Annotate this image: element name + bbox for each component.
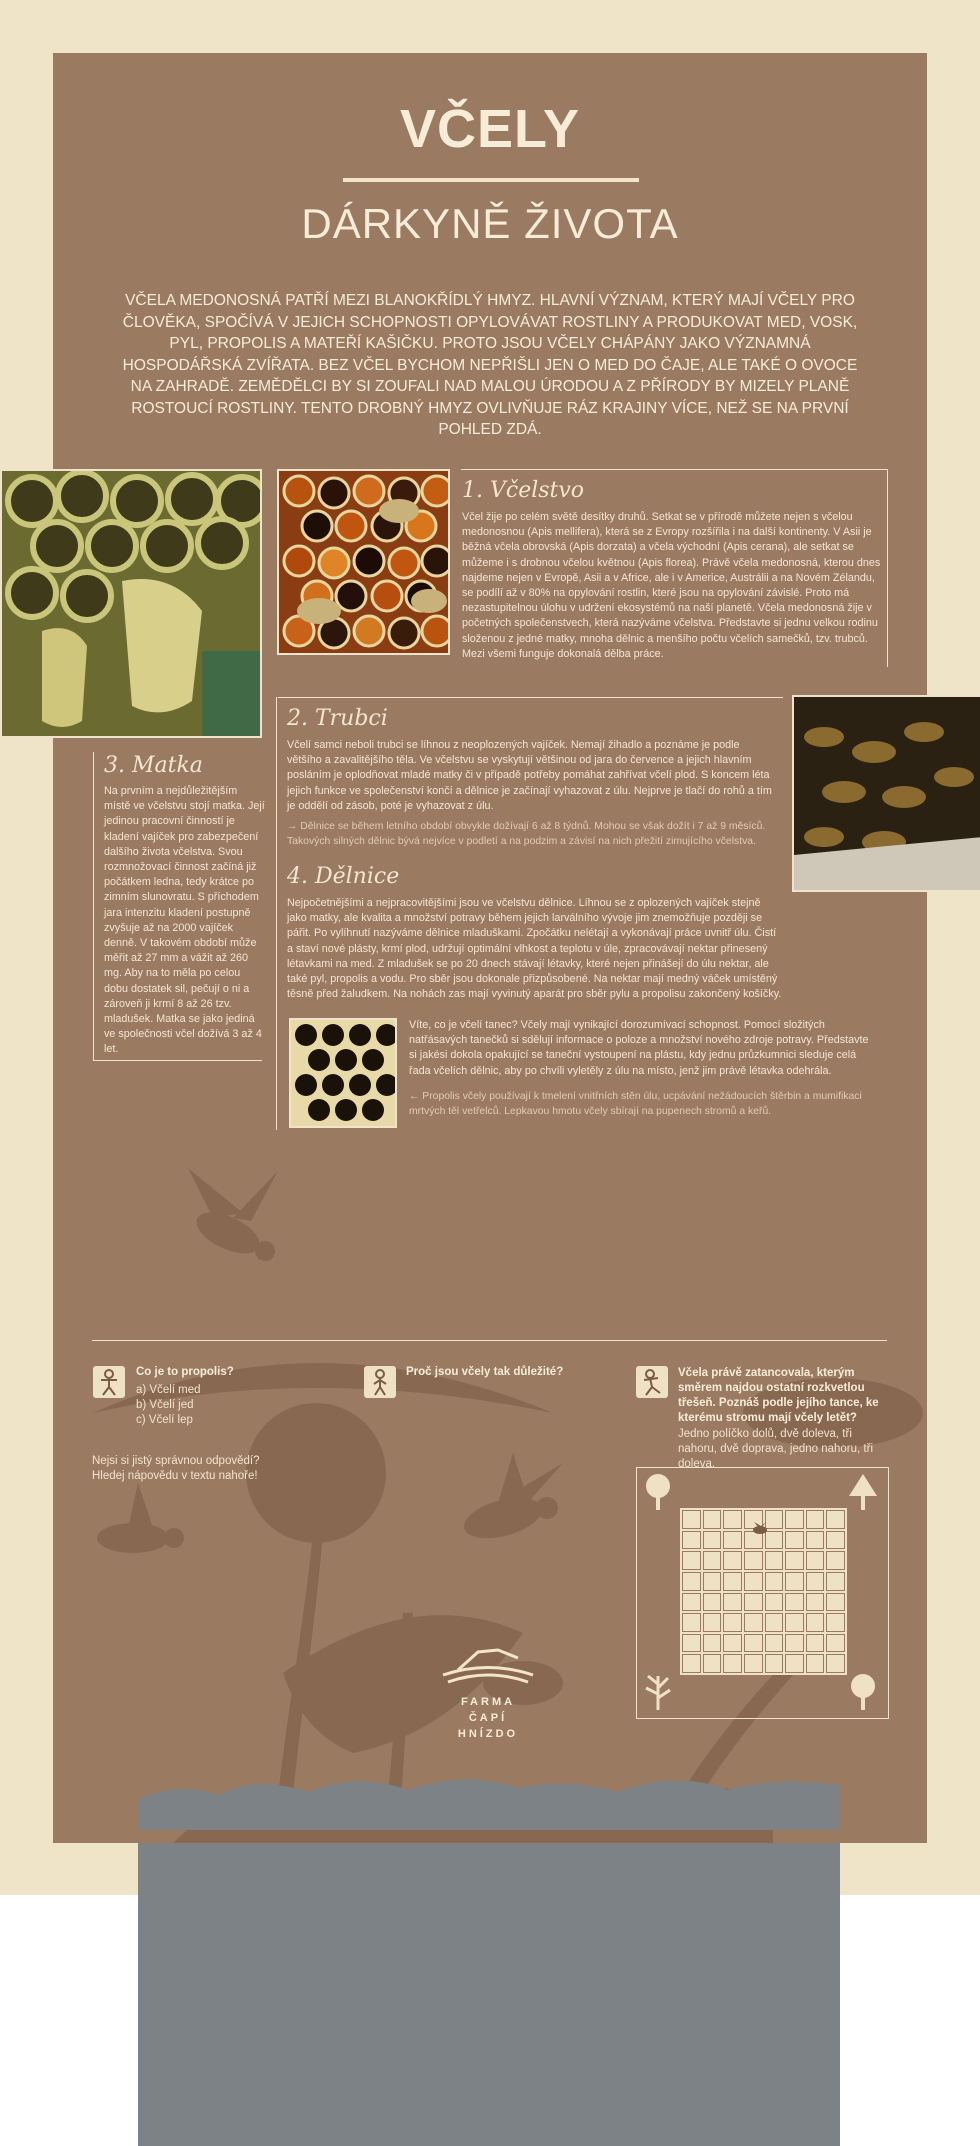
stand-grass-edge: [138, 1770, 840, 1830]
bees-honeycomb-photo: [277, 469, 450, 655]
section-4-title: 4. Dělnice: [287, 864, 400, 889]
quiz-2-question: Proč jsou včely tak důležité?: [406, 1366, 564, 1378]
section-3-title: 3. Matka: [104, 753, 203, 778]
tree-icon-top-right: [845, 1472, 881, 1512]
figure-icon-3: [636, 1366, 668, 1398]
quiz-hint-line-1: Nejsi si jistý správnou odpovědí?: [92, 1455, 260, 1467]
figure-icon-1: [93, 1366, 125, 1398]
section-2-note: → Dělnice se během letního období obvykle dožívají 6 až 8 týdnů. Mohou se však dožít i 7 až 9 měsíců. Takových silných dělnic bývá nejvíce v podletí a na podzim a závisí na nich přežití zimujícího včelstva.: [287, 821, 766, 847]
bee-icon: [750, 1521, 770, 1537]
section-2-4-left-rule: [276, 697, 277, 1130]
section-2-rule: [278, 697, 783, 698]
quiz-1-option-b: b) Včelí jed: [136, 1399, 194, 1411]
tree-icon-top-left: [640, 1472, 676, 1512]
logo-text-line-2: ČAPÍ: [468, 1712, 508, 1724]
panel-stand: [138, 1790, 840, 2146]
section-4-body: Nejpočetnějšími a nejpracovitějšími jsou ve včelstvu dělnice. Líhnou se z oplozených vajíček stejně jako matky, ale kvalita a množství potravy během jejich larválního vývoje jim znemožňuje později se pářit. Po vylíhnutí nazýváme dělnice mladuškami. Zpočátku nelétají a vykonávají práce uvnitř úlu. Čistí a staví nové plásty, krmí plod, udržují optimální vlhkost a teplotu v úle, zpracovávají nektar přinesený létavkami na med. Z mladušek se po 20 dnech stávají létavky, které nejen přinášejí do úlu nektar, ale také pyl, propolis a vodu. Pro sběr jsou dokonale přizpůsobené. Na nektar mají medný váček umístěný těsně před žaludkem. Na nohách zas mají vyvinutý aparát pro sběr pylu a propolisu zakončený košíčky.: [287, 897, 782, 1001]
page-title: VČELY: [399, 99, 581, 159]
logo-text-line-1: FARMA: [460, 1696, 516, 1708]
intro-paragraph: VČELA MEDONOSNÁ PATŘÍ MEZI BLANOKŘÍDLÝ HMYZ. HLAVNÍ VÝZNAM, KTERÝ MAJÍ VČELY PRO ČLOVĚKA, SPOČÍVÁ V JEJICH SCHOPNOSTI OPYLOVÁVAT ROSTLINY A PRODUKOVAT MED, VOSK, PYL, PROPOLIS A MATEŘÍ KAŠIČKU. PROTO JSOU VČELY CHÁPÁNY JAKO VÝZNAMNÁ HOSPODÁŘSKÁ ZVÍŘATA. BEZ VČEL BYCHOM NEPŘIŠLI JEN O MED DO ČAJE, ALE TAKÉ O OVOCE NA ZAHRADĚ. ZEMĚDĚLCI BY SI ZOUFALI NAD MALOU ÚRODOU A Z PŘÍRODY BY MIZELY PLANĚ ROSTOUCÍ ROSTLINY. TENTO DROBNÝ HMYZ OVLIVŇUJE RÁZ KRAJINY VÍCE, NEŽ SE NA PRVNÍ POHLED ZDÁ.: [122, 292, 858, 438]
section-1-body: Včel žije po celém světě desítky druhů. Setkat se v přírodě můžete nejen s včelou medonosnou (Apis mellifera), která se z Evropy rozšířila i na další kontinenty. V Asii je běžná včela obrovská (Apis dorzata) a včela východní (Apis cerana), ale setkat se můžeme i s drobnou včelou květnou (Apis florea). Právě včela medonosná, kterou dnes najdeme nejen v Evropě, Asii a v Africe, ale i v Americe, Austrálii a na Novém Zélandu, se podílí až v 80% na opylování rostlin, které jsou na opylování závislé. Proto má nezastupitelnou úlohu v udržení ekosystémů na naší planetě. Včela medonosná žije v početných společenstvech, která nazýváme včelstva. Představte si jednu velkou rodinu složenou z jedné matky, mnoha dělnic a menšího počtu včelích samečků, tzv. trubců. Mezi všemi funguje dokonalá dělba práce.: [462, 511, 881, 660]
figure-icon-2: [364, 1366, 396, 1398]
stork-nest-logo: [438, 1640, 538, 1690]
section-3-body: Na prvním a nejdůležitějším místě ve včelstvu stojí matka. Její jedinou pracovní činností je kladení vajíček pro zabezpečení dalšího života včelstva. Svou rozmnožovací činnost začíná již počátkem ledna, tedy krátce po zimním slunovratu. S příchodem jara intenzitu kladení postupně zvyšuje až na 2000 vajíček denně. V takovém období může měřit až 27 mm a vážit až 260 mg. Aby na to měla po celou dobu dostatek sil, pečují o ni a zároveň ji krmí 8 až 26 tzv. mladušek. Matka se jako jediná ve společnosti včel dožívá 3 až 4 let.: [104, 785, 265, 1056]
tree-icon-bottom-right: [845, 1672, 881, 1712]
section-1-title: 1. Včelstvo: [462, 478, 585, 503]
propolis-note: ← Propolis včely používají k tmelení vnitřních stěn úlu, ucpávání nežádoucích štěrbin a mumifikaci mrtvých těl vetřelců. Lepkavou hmotu včely sbírají na pupenech stromů a keřů.: [409, 1091, 862, 1117]
bee-silhouette-3: [78, 1483, 198, 1573]
logo-text-line-3: HNÍZDO: [457, 1728, 519, 1740]
quiz-1-option-c: c) Včelí lep: [136, 1414, 193, 1426]
bee-silhouette-1: [173, 1163, 303, 1273]
quiz-hint-line-2: Hledej nápovědu v textu nahoře!: [92, 1470, 258, 1482]
quiz-1-option-a: a) Včelí med: [136, 1384, 201, 1396]
empty-honeycomb-photo: [289, 1018, 397, 1128]
page-subtitle: DÁRKYNĚ ŽIVOTA: [301, 200, 679, 247]
section-2-title: 2. Trubci: [287, 706, 388, 731]
quiz-3-question: Včela právě zatancovala, kterým směrem najdou ostatní rozkvetlou třešeň. Poznáš podle jejího tance, ke kterému stromu mají včely letět?: [678, 1367, 879, 1424]
queen-cell-photo: [0, 469, 262, 738]
quiz-divider: [92, 1340, 887, 1341]
quiz-1-question: Co je to propolis?: [136, 1366, 234, 1378]
section-2-body: Včelí samci neboli trubci se líhnou z neoplozených vajíček. Nemají žihadlo a poznáme je podle většího a zavalitějšího těla. Ve včelstvu se vyskytují většinou od jara do července a jejich hlavním posláním je oplodňovat mladé matky či v případě potřeby pomáhat zahřívat včelí plod. S koncem léta jejich funkce ve společenství končí a dělnice je začínají vyhazovat z úlu. Nejprve je tlačí do rohů a tím je oddělí od zásob, poté je vyhazovat z úlu.: [287, 739, 772, 812]
bee-silhouette-2: [443, 1453, 583, 1563]
tree-icon-bottom-left: [640, 1672, 676, 1712]
bee-dance-text: Víte, co je včelí tanec? Včely mají vynikající dorozumívací schopnost. Pomocí složitých natřásavých tanečků si sdělují informace o poloze a množství nového zdroje potravy. Představte si jakési dokola opakující se taneční vystoupení na plástu, kdy jednu průzkumnici sleduje celá řada včelích dělnic, aby po chvíli vyletěly z úlu na místo, jenž jim právě létavka odehrála.: [409, 1019, 869, 1077]
quiz-3-instructions: Jedno políčko dolů, dvě doleva, tři nahoru, dvě doprava, jedno nahoru, tři doleva.: [678, 1428, 873, 1470]
title-divider: [343, 178, 639, 182]
hive-bees-photo: [792, 695, 980, 892]
